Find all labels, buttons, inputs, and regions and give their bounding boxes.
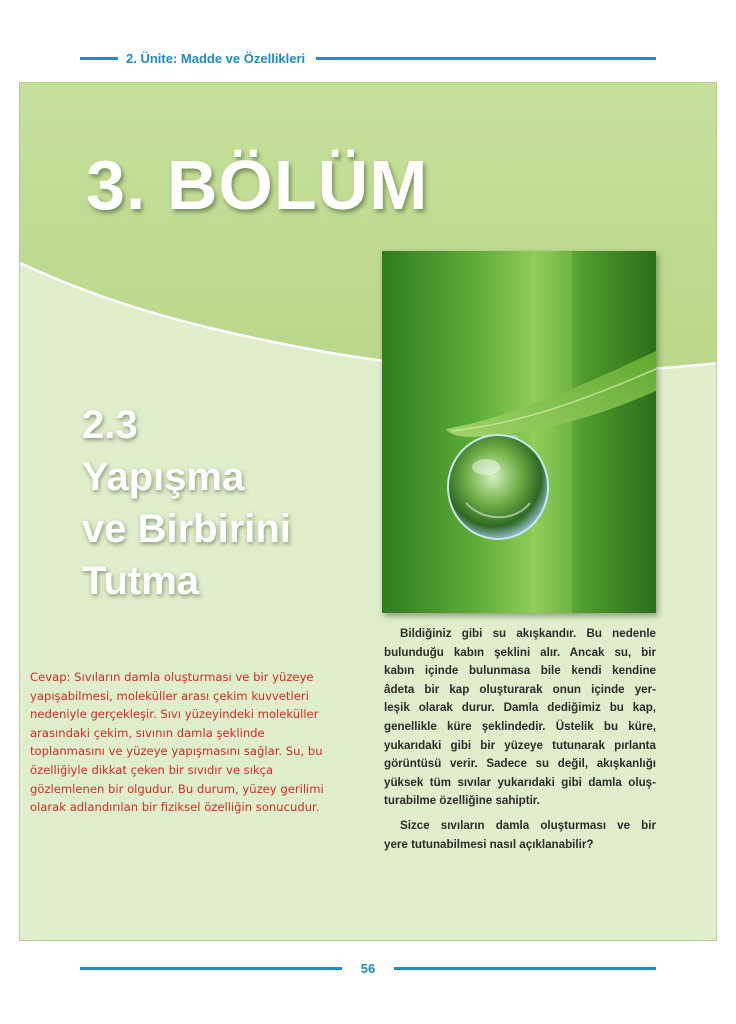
answer-line: olarak adlandırılan bir fiziksel özelliğin sonucudur. [30, 800, 320, 815]
section-title-line: ve Birbirini [82, 507, 291, 551]
section-title [82, 399, 291, 607]
body-line: leşik olarak durur. Damla dediğimiz bu kap, [384, 701, 656, 715]
answer-line: nedeniyle gerçekleşir. Sıvı yüzeyindeki moleküller [30, 707, 319, 722]
question-line: yere tutunabilmesi nasıl açıklanabilir? [384, 837, 594, 851]
body-line: turabilme özelliğine sahiptir. [384, 794, 540, 808]
body-line: âdeta bir kap oluşturarak onun içinde yer- [384, 682, 656, 696]
chapter-title: 3. BÖLÜM [86, 146, 429, 224]
answer-line: yapışabilmesi, moleküller arası çekim kuvvetleri [30, 688, 309, 703]
body-line: genellikle küre şeklindedir. Üstelik bu küre, [384, 719, 656, 733]
unit-title: 2. Ünite: Madde ve Özellikleri [126, 51, 306, 66]
section-title-line: Yapışma [82, 455, 245, 499]
footer-rule-left [80, 967, 342, 970]
body-text [384, 625, 656, 854]
water-droplet-photo [382, 251, 656, 613]
body-line: bulunduğu kabın şeklini alır. Ancak su, bir [384, 645, 656, 659]
answer-line: gözlemlenen bir olgudur. Bu durum, yüzey gerilimi [30, 781, 324, 796]
section-title-line: Tutma [82, 559, 200, 603]
body-line: görüntüsü verir. Sadece su değil, akışkanlığı [384, 757, 656, 771]
answer-text [30, 668, 360, 817]
body-line: kabın içinde bulunmasa bile kendi kendine [384, 664, 656, 678]
page-number: 56 [360, 961, 376, 976]
body-line: yukarıdaki gibi bir yüzeye tutunarak pırlanta [384, 738, 656, 752]
answer-line: arasındaki çekim, sıvının damla şeklinde [30, 725, 265, 740]
section-title-line: 2.3 [82, 403, 138, 447]
footer-rule-right [394, 967, 656, 970]
header-rule-right [316, 57, 656, 60]
body-line: yüksek tüm sıvılar yukarıdaki gibi damla oluş- [384, 775, 656, 789]
header-rule-left [80, 57, 118, 60]
question-line: Sizce sıvıların damla oluşturması ve bir [400, 818, 656, 832]
chapter-panel [19, 82, 717, 941]
body-line: Bildiğiniz gibi su akışkandır. Bu nedenle [400, 627, 656, 640]
answer-line: Cevap: Sıvıların damla oluşturması ve bir yüzeye [30, 670, 314, 684]
answer-line: toplanmasını ve yüzeye yapışmasını sağlar. Su, bu [30, 744, 323, 759]
answer-line: özelliğiyle dikkat çeken bir sıvıdır ve sıkça [30, 762, 274, 777]
